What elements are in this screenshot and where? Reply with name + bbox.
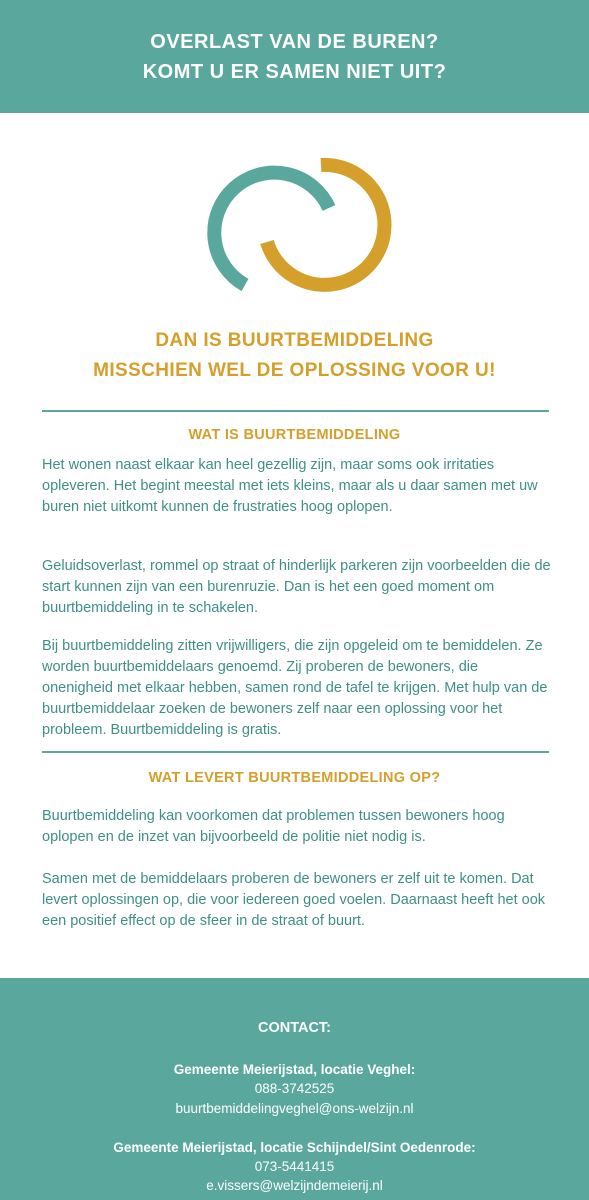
paragraph: Samen met de bemiddelaars proberen de bewoners er zelf uit te komen. Dat levert oplossingen op, die voor iedereen goed voelen. Daarnaast heeft het ook een positief effect op de sfeer in de straat of buurt. <box>42 871 546 929</box>
header-line-1: OVERLAST VAN DE BUREN? <box>150 30 439 53</box>
paragraph: Bij buurtbemiddeling zitten vrijwilligers, die zijn opgeleid om te bemiddelen. Ze worden buurtbemiddelaars genoemd. Zij proberen de bewoners, die onenigheid met elkaar hebben, samen rond de tafel te krijgen. Met hulp van de buurtbemiddelaar zoeken de bewoners zelf naar een oplossing voor het probleem. Buurtbemiddeling is gratis. <box>42 638 548 738</box>
paragraph: Geluidsoverlast, rommel op straat of hinderlijk parkeren zijn voorbeelden die de start kunnen zijn van een burenruzie. Dan is het een goed moment om buurtbemiddeling in te schakelen. <box>42 558 551 616</box>
paragraph: Buurtbemiddeling kan voorkomen dat problemen tussen bewoners hoog oplopen en de inzet van bijvoorbeeld de politie niet nodig is. <box>42 808 505 845</box>
section-heading-what-yields: WAT LEVERT BUURTBEMIDDELING OP? <box>148 770 441 786</box>
contact-veghel-phone[interactable]: 088-3742525 <box>254 1081 335 1096</box>
divider <box>42 751 549 753</box>
contact-footer <box>0 978 589 1200</box>
contact-schijndel-name: Gemeente Meierijstad, locatie Schijndel/Sint Oedenrode: <box>113 1140 476 1155</box>
two-interlocking-rings-icon <box>190 150 400 310</box>
divider <box>42 410 549 412</box>
header-banner <box>0 0 589 113</box>
contact-veghel-email[interactable]: buurtbemiddelingveghel@ons-welzijn.nl <box>175 1101 414 1116</box>
contact-schijndel-email[interactable]: e.vissers@welzijndemeierij.nl <box>206 1178 383 1193</box>
tagline-line-1: DAN IS BUURTBEMIDDELING <box>155 330 434 351</box>
paragraph: Het wonen naast elkaar kan heel gezellig zijn, maar soms ook irritaties opleveren. Het begint meestal met iets kleins, maar als u daar samen met uw buren niet uitkomt kunnen de frustraties hoog oplopen. <box>42 457 538 515</box>
contact-schijndel-phone[interactable]: 073-5441415 <box>254 1159 335 1174</box>
tagline <box>0 326 589 386</box>
section-heading-what-is: WAT IS BUURTBEMIDDELING <box>188 427 401 443</box>
contact-title: CONTACT: <box>257 1020 332 1036</box>
contact-veghel-name: Gemeente Meierijstad, locatie Veghel: <box>173 1062 416 1077</box>
tagline-line-2: MISSCHIEN WEL DE OPLOSSING VOOR U! <box>93 360 496 381</box>
header-line-2: KOMT U ER SAMEN NIET UIT? <box>142 60 447 83</box>
